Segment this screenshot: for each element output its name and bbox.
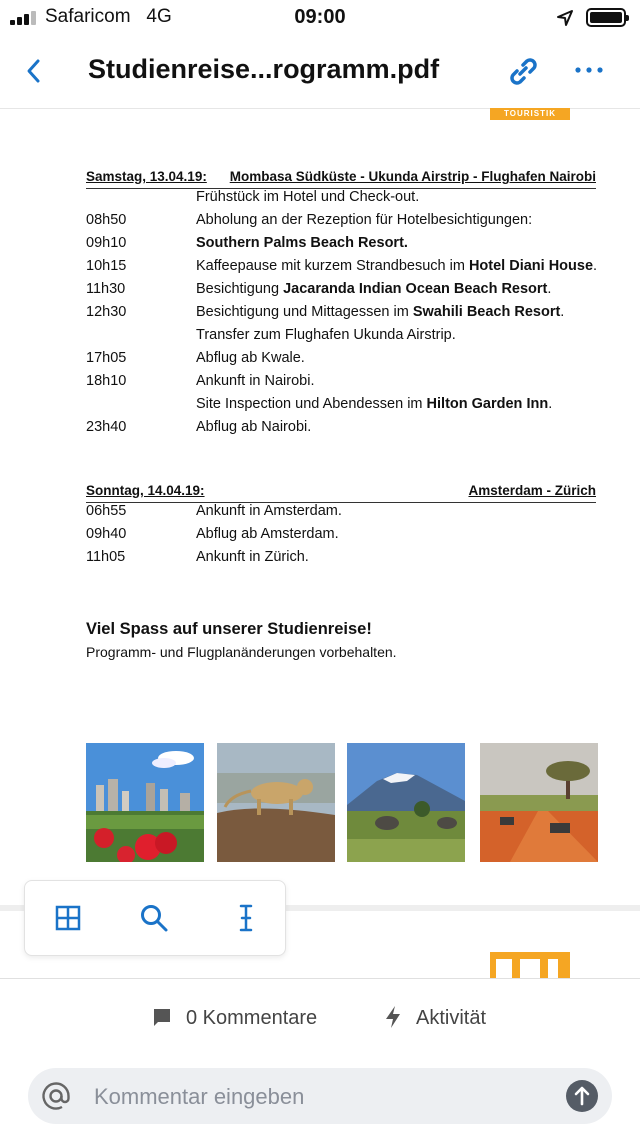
schedule-row [86,235,606,257]
schedule-text: Besichtigung und Mittagessen im [196,304,413,320]
pdf-toolbar [24,880,286,956]
schedule-description [196,396,552,412]
closing-text: Viel Spass auf unserer Studienreise! [86,620,372,638]
schedule-text: Ankunft in Zürich. [196,549,309,565]
schedule-text: . [548,396,553,412]
schedule-row [86,212,606,234]
schedule-venue: Hotel Diani House [468,258,594,274]
day-route: Mombasa Südküste - Ukunda Airstrip - Flughafen Nairobi [229,169,596,184]
schedule-row [86,258,606,280]
text-cursor-icon[interactable] [231,903,261,933]
schedule-row [86,396,606,418]
schedule-venue: Swahili Beach Resort [412,304,561,320]
battery-icon [586,8,626,27]
schedule-text: Ankunft in Amsterdam. [196,503,342,519]
schedule-text: Transfer zum Flughafen Ukunda Airstrip. [196,327,456,343]
schedule-time: 23h40 [86,419,127,435]
schedule-text: Ankunft in Nairobi. [196,373,315,389]
comments-count[interactable]: 0 Kommentare [186,1007,318,1029]
location-arrow-icon [556,9,574,27]
photo-kilimanjaro [347,743,465,862]
schedule-description [196,373,314,389]
schedule-venue: Jacaranda Indian Ocean Beach Resort [283,281,548,297]
back-chevron-icon[interactable] [22,56,46,86]
schedule-description [196,189,419,205]
schedule-row [86,281,606,303]
schedule-time: 17h05 [86,350,127,366]
photo-nairobi-skyline [86,743,204,862]
document-title: Studienreise...rogramm.pdf [88,54,440,84]
schedule-row [86,327,606,349]
schedule-text: Frühstück im Hotel und Check-out. [196,189,420,205]
nav-bar [0,36,640,109]
network-label: 4G [146,6,172,27]
schedule-text: . [560,304,565,320]
schedule-text: Kaffeepause mit kurzem Strandbesuch im [196,258,469,274]
pdf-page [0,108,640,908]
fti-logo-icon [490,952,570,980]
carrier-label: Safaricom 4G [45,6,172,27]
schedule-description [196,327,456,343]
day-header-sunday [86,480,596,503]
schedule-row [86,350,606,372]
day-route: Amsterdam - Zürich [468,483,596,498]
schedule-row [86,503,606,525]
photo-zebras-savanna [480,743,598,862]
clock: 09:00 [294,6,346,28]
mention-at-icon[interactable] [40,1080,72,1112]
activity-tab[interactable]: Aktivität [416,1007,487,1029]
schedule-description [196,549,309,565]
day-date: Sonntag, 14.04.19: [86,483,205,498]
schedule-venue: Southern Palms Beach Resort. [196,235,408,251]
more-options-icon[interactable] [574,58,604,82]
schedule-description [196,304,564,320]
schedule-text: . [547,281,552,297]
schedule-time: 11h05 [86,549,126,565]
grid-view-icon[interactable] [53,903,83,933]
link-icon[interactable] [506,54,540,88]
send-arrow-icon[interactable] [566,1080,598,1112]
search-icon[interactable] [139,903,169,933]
schedule-description [196,281,551,297]
schedule-row [86,526,606,548]
schedule-time: 09h10 [86,235,127,251]
schedule-description [196,258,597,274]
schedule-description [196,419,311,435]
schedule-text: Abflug ab Amsterdam. [196,526,339,542]
comments-bar [0,978,640,1059]
schedule-row [86,373,606,395]
disclaimer-text: Programm- und Flugplanänderungen vorbehalten. [86,644,397,660]
schedule-time: 18h10 [86,373,127,389]
schedule-description [196,503,342,519]
activity-bolt-icon [384,1005,402,1029]
schedule-time: 11h30 [86,281,126,297]
day-header-saturday [86,166,596,189]
schedule-row [86,304,606,326]
comment-icon [152,1007,172,1027]
brand-tag: TOURISTIK [490,108,570,120]
schedule-time: 12h30 [86,304,127,320]
schedule-description [196,350,305,366]
day-date: Samstag, 13.04.19: [86,169,207,184]
schedule-time: 10h15 [86,258,127,274]
schedule-row [86,549,606,571]
schedule-time: 08h50 [86,212,127,228]
schedule-venue: Hilton Garden Inn [426,396,549,412]
schedule-description [196,212,532,228]
schedule-text: Abflug ab Nairobi. [196,419,312,435]
comment-input-bar [28,1068,612,1124]
schedule-row [86,189,606,211]
schedule-time: 06h55 [86,503,127,519]
status-bar [0,0,640,36]
schedule-description [196,235,408,251]
schedule-text: Abflug ab Kwale. [196,350,305,366]
schedule-description [196,526,339,542]
schedule-text: . [593,258,598,274]
schedule-text: Site Inspection und Abendessen im [196,396,427,412]
schedule-text: Besichtigung [196,281,284,297]
photo-leopard [217,743,335,862]
comment-input[interactable] [92,1078,556,1116]
schedule-text: Abholung an der Rezeption für Hotelbesichtigungen: [196,212,533,228]
schedule-row [86,419,606,441]
schedule-time: 09h40 [86,526,127,542]
